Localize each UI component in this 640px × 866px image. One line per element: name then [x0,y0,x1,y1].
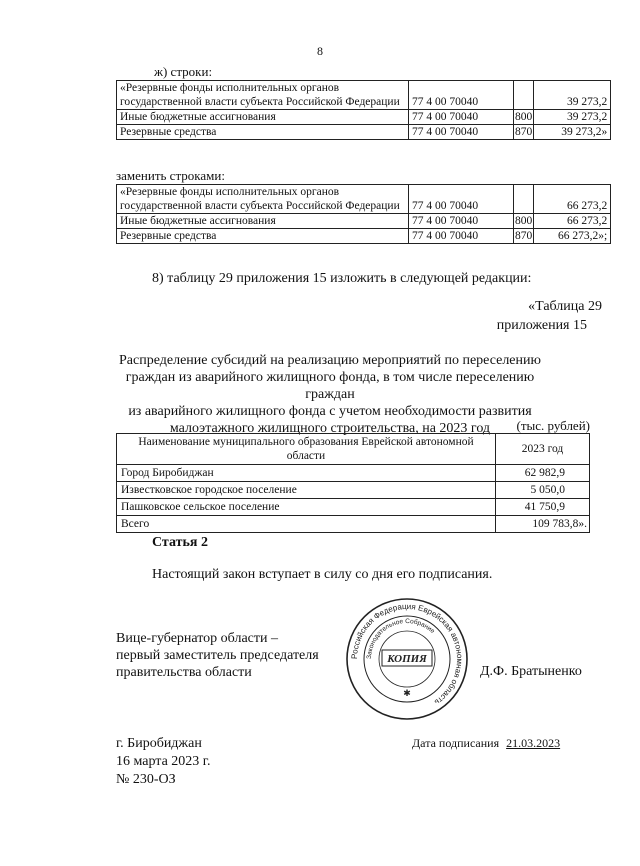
table-row [117,499,590,516]
row-code: 77 4 00 70040 [409,110,514,125]
row-amount: 66 273,2 [534,185,611,214]
article-title: Статья 2 [152,535,208,550]
official-seal [344,596,470,722]
article-text: Настоящий закон вступает в силу со дня его подписания. [152,567,493,582]
row-code: 77 4 00 70040 [409,229,514,244]
sign-date-value: 21.03.2023 [506,736,561,750]
heading-line: из аварийного жилищного фонда с учетом необходимости развития [128,404,532,419]
row-code: 77 4 00 70040 [409,185,514,214]
row-vr: 800 [515,111,533,123]
table-ref-line1: «Таблица 29 [528,299,602,314]
row-code: 77 4 00 70040 [409,214,514,229]
row-amount: 66 273,2 [534,214,611,229]
row-vr: 870 [515,230,533,242]
heading-line: Распределение субсидий на реализацию мероприятий по переселению [119,353,541,368]
table-row [117,229,611,244]
table-row [117,516,590,533]
row-name: Иные бюджетные ассигнования [117,110,409,125]
row-amount: 39 273,2» [534,125,611,140]
table-row [117,214,611,229]
row-name: «Резервные фонды исполнительных органов государственной власти субъекта Российской Федерации [117,81,409,110]
row-value: 62 982,9 [496,465,590,482]
section-zh-label: ж) строки: [154,64,213,79]
heading-line: граждан из аварийного жилищного фонда, в том числе переселению граждан [125,370,535,402]
header-name: Наименование муниципального образования Еврейской автономной области [117,434,496,465]
header-year: 2023 год [496,434,590,465]
table-header-row [117,434,590,465]
table-row [117,125,611,140]
row-name: Известковское городское поселение [117,482,496,499]
signatory-line: первый заместитель председателя [116,648,319,663]
row-vr: 870 [515,126,533,138]
row-vr [514,185,534,214]
signatory-name: Д.Ф. Братыненко [480,664,582,679]
row-amount: 66 273,2»; [534,229,611,244]
date-text: 16 марта 2023 г. [116,754,211,769]
table-row [117,482,590,499]
table-row [117,465,590,482]
row-value: 5 050,0 [496,482,590,499]
item-8-text: 8) таблицу 29 приложения 15 изложить в следующей редакции: [152,271,532,286]
seal-graphic [344,596,470,722]
row-name: «Резервные фонды исполнительных органов государственной власти субъекта Российской Федерации [117,185,409,214]
row-name: Резервные средства [117,125,409,140]
row-vr [514,81,534,110]
signatory-block [116,630,319,681]
row-name: Пашковское сельское поселение [117,499,496,516]
law-number: № 230-ОЗ [116,772,176,787]
row-vr: 800 [515,215,533,227]
table-row [117,81,611,110]
row-value: 41 750,9 [496,499,590,516]
table-old-lines [116,80,611,140]
row-name: Иные бюджетные ассигнования [117,214,409,229]
row-value: 109 783,8». [496,516,590,533]
row-amount: 39 273,2 [534,81,611,110]
row-name: Резервные средства [117,229,409,244]
row-name: Город Биробиджан [117,465,496,482]
row-name: Всего [117,516,496,533]
replace-label: заменить строками: [116,168,225,183]
seal-star-icon: ✱ [403,689,411,699]
page-number: 8 [317,44,323,58]
table-row [117,110,611,125]
table-ref-line2: приложения 15 [496,318,587,333]
table-new-lines [116,184,611,244]
units-label: (тыс. рублей) [516,418,590,433]
row-code: 77 4 00 70040 [409,81,514,110]
seal-ring-text: Российская Федерация Еврейская автономная область [349,601,465,707]
heading-line: малоэтажного жилищного строительства, на 2023 год [169,421,491,436]
signatory-line: Вице-губернатор области – [116,631,278,646]
sign-date-block [412,736,560,751]
table-row [117,185,611,214]
seal-copy-text: КОПИЯ [387,653,427,665]
row-code: 77 4 00 70040 [409,125,514,140]
place-text: г. Биробиджан [116,736,202,751]
row-amount: 39 273,2 [534,110,611,125]
sign-date-label: Дата подписания [412,736,500,750]
seal-inner-text: Законодательное Собрание [365,617,436,660]
signatory-line: правительства области [116,665,252,680]
subsidy-table [116,433,590,533]
